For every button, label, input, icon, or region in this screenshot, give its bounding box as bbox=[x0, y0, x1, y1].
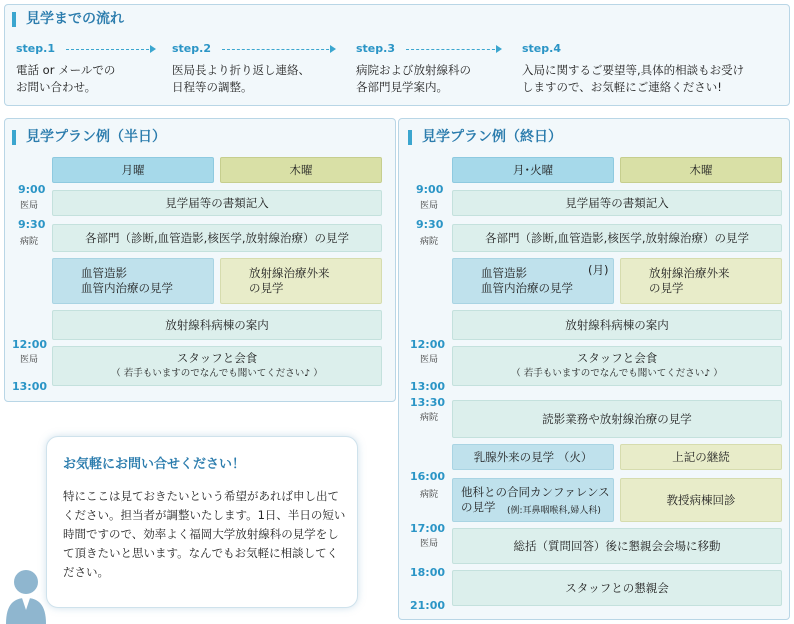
full-lunch-note: （ 若手もいますのでなんでも聞いてください♪ ） bbox=[511, 368, 723, 379]
half-loc-byoin: 病院 bbox=[20, 237, 39, 247]
full-time-1800: 18:00 bbox=[410, 566, 446, 579]
half-loc-ikyoku2: 医局 bbox=[20, 355, 39, 365]
half-time-900: 9:00 bbox=[18, 183, 46, 196]
full-loc-ikyoku1: 医局 bbox=[420, 201, 439, 211]
step-1-arrow bbox=[66, 49, 154, 50]
step-2-text: 医局長より折り返し連絡、 日程等の調整。 bbox=[172, 63, 310, 94]
full-day-day2: 木曜 bbox=[620, 157, 782, 183]
half-radio-out: 放射線治療外来 の見学 bbox=[220, 258, 382, 304]
full-time-900: 9:00 bbox=[416, 183, 444, 196]
full-time-1600: 16:00 bbox=[410, 470, 446, 483]
full-time-1700: 17:00 bbox=[410, 522, 446, 535]
full-party: スタッフとの懇親会 bbox=[452, 570, 782, 606]
half-ward: 放射線科病棟の案内 bbox=[52, 310, 382, 340]
full-loc-byoin2: 病院 bbox=[420, 413, 439, 423]
full-radio-out: 放射線治療外来 の見学 bbox=[620, 258, 782, 304]
full-time-930: 9:30 bbox=[416, 218, 444, 231]
contact-box bbox=[46, 436, 358, 608]
full-conf-note: (例:耳鼻咽喉科,婦人科) bbox=[507, 506, 601, 516]
half-time-1200: 12:00 bbox=[12, 338, 48, 351]
full-conf bbox=[452, 478, 614, 522]
step-3-label: step.3 bbox=[356, 42, 395, 55]
full-time-1300: 13:00 bbox=[410, 380, 446, 393]
full-day-title: 見学プラン例（終日） bbox=[408, 130, 562, 145]
full-rounds: 教授病棟回診 bbox=[620, 478, 782, 522]
full-docs: 見学届等の書類記入 bbox=[452, 190, 782, 216]
half-day-day1: 月曜 bbox=[52, 157, 214, 183]
full-conf-label: 他科との合同カンファレンス の見学 bbox=[461, 485, 610, 514]
full-depts: 各部門（診断,血管造影,核医学,放射線治療）の見学 bbox=[452, 224, 782, 252]
full-lunch bbox=[452, 346, 782, 386]
half-loc-ikyoku1: 医局 bbox=[20, 201, 39, 211]
person-icon bbox=[4, 566, 48, 624]
full-time-2100: 21:00 bbox=[410, 599, 446, 612]
half-lunch bbox=[52, 346, 382, 386]
full-loc-byoin1: 病院 bbox=[420, 237, 439, 247]
step-2-label: step.2 bbox=[172, 42, 211, 55]
full-angio: 血管造影 血管内治療の見学 bbox=[452, 258, 614, 304]
half-angio: 血管造影 血管内治療の見学 bbox=[52, 258, 214, 304]
full-lunch-label: スタッフと会食 bbox=[576, 351, 658, 365]
full-ward: 放射線科病棟の案内 bbox=[452, 310, 782, 340]
full-reading: 読影業務や放射線治療の見学 bbox=[452, 400, 782, 438]
half-time-930: 9:30 bbox=[18, 218, 46, 231]
half-lunch-label: スタッフと会食 bbox=[176, 351, 258, 365]
half-day-title: 見学プラン例（半日） bbox=[12, 130, 166, 145]
step-1-label: step.1 bbox=[16, 42, 55, 55]
flow-title: 見学までの流れ bbox=[12, 12, 124, 27]
full-loc-ikyoku2: 医局 bbox=[420, 355, 439, 365]
step-2-arrow bbox=[222, 49, 334, 50]
full-summary: 総括（質問回答）後に懇親会会場に移動 bbox=[452, 528, 782, 564]
step-3-text: 病院および放射線科の 各部門見学案内。 bbox=[356, 63, 471, 94]
contact-body: 特にここは見ておきたいという希望があれば申し出てください。担当者が調整いたします。1日、半日の短い時間ですので、効率よく福岡大学放射線科の見学をして頂きたいと思います。なんでもお気軽に相談してください。 bbox=[63, 489, 346, 579]
full-angio-mon: (月) bbox=[588, 263, 609, 277]
full-time-1200: 12:00 bbox=[410, 338, 446, 351]
half-time-1300: 13:00 bbox=[12, 380, 48, 393]
half-day-day2: 木曜 bbox=[220, 157, 382, 183]
step-1-text: 電話 or メールでの お問い合わせ。 bbox=[16, 63, 116, 94]
step-4-label: step.4 bbox=[522, 42, 561, 55]
contact-title: お気軽にお問い合せください！ bbox=[63, 457, 246, 472]
half-lunch-note: （ 若手もいますのでなんでも聞いてください♪ ） bbox=[111, 368, 323, 379]
full-day-day1: 月･火曜 bbox=[452, 157, 614, 183]
full-continue: 上記の継続 bbox=[620, 444, 782, 470]
full-breast: 乳腺外来の見学 （火） bbox=[452, 444, 614, 470]
half-docs: 見学届等の書類記入 bbox=[52, 190, 382, 216]
full-loc-ikyoku3: 医局 bbox=[420, 539, 439, 549]
full-time-1330: 13:30 bbox=[410, 396, 446, 409]
step-4-text: 入局に関するご要望等,具体的相談もお受け しますので、お気軽にご連絡ください! bbox=[522, 63, 745, 94]
half-depts: 各部門（診断,血管造影,核医学,放射線治療）の見学 bbox=[52, 224, 382, 252]
full-loc-byoin3: 病院 bbox=[420, 490, 439, 500]
step-3-arrow bbox=[406, 49, 500, 50]
